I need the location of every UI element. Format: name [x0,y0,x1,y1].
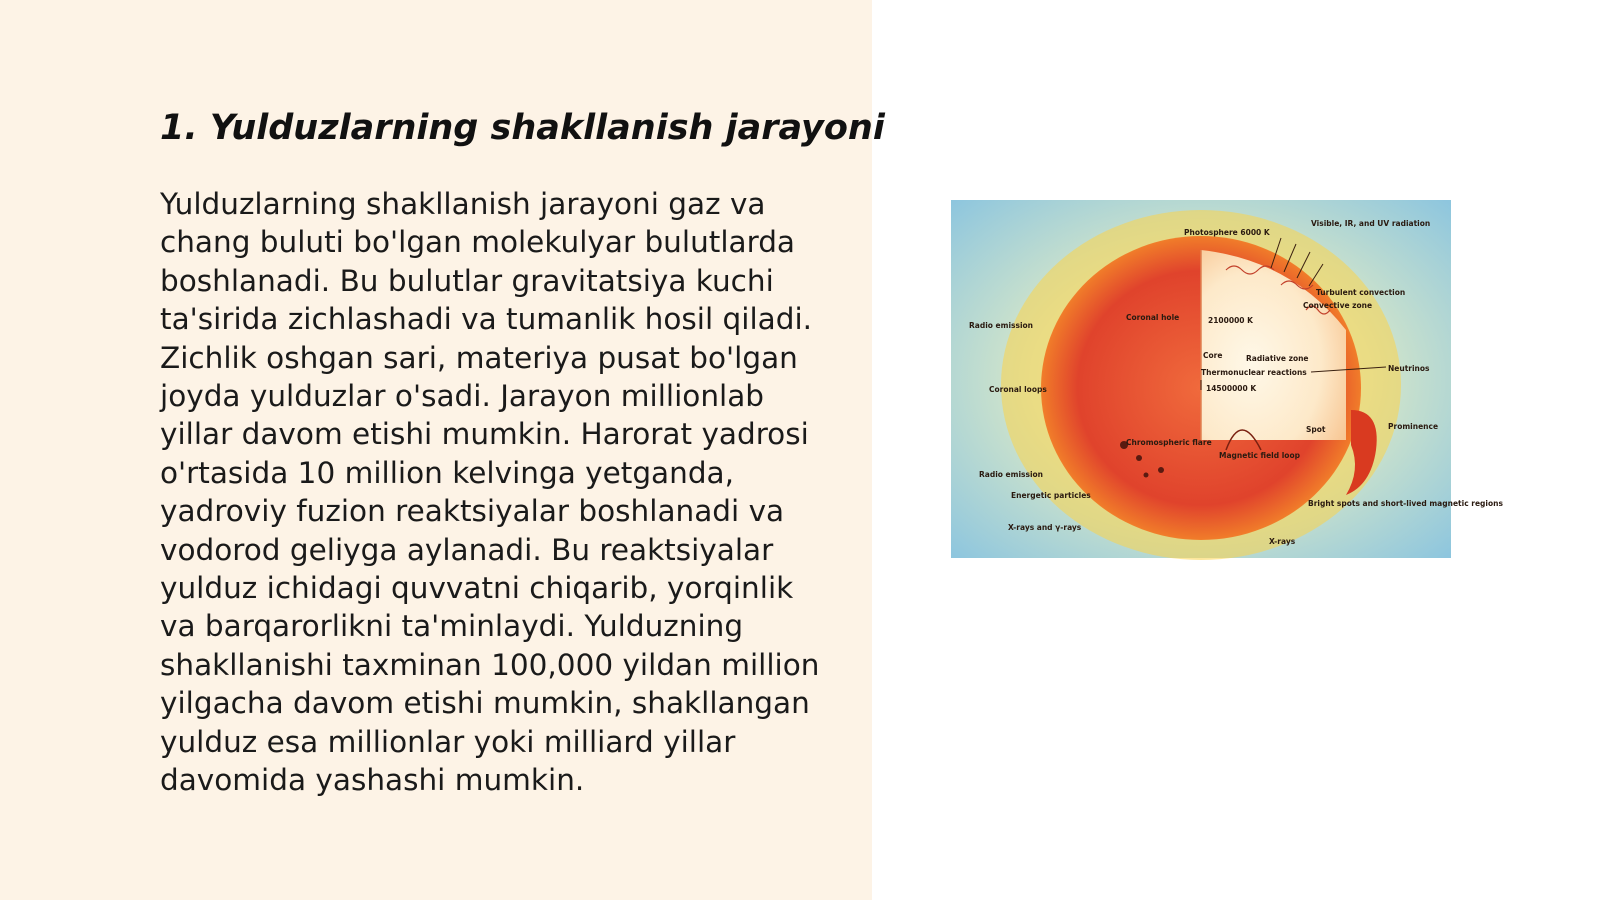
sun-diagram [951,200,1503,558]
label-prominence: Prominence [1388,422,1439,431]
label-temp-2m: 2100000 K [1208,316,1253,325]
label-radio-emission-2: Radio emission [979,470,1044,479]
body-line: shakllanishi taxminan 100,000 yildan million [160,647,820,682]
label-coronal-hole: Coronal hole [1126,313,1180,322]
label-xrays: X-rays [1269,537,1296,546]
body-line: ta'sirida zichlashadi va tumanlik hosil qiladi. [160,302,813,337]
body-line: yilgacha davom etishi mumkin, shakllangan [160,686,810,721]
label-bright-spots: Bright spots and short-lived magnetic regions [1308,499,1503,508]
label-convective: Convective zone [1303,301,1373,310]
body-line: yadroviy fuzion reaktsiyalar boshlanadi va [160,494,785,529]
label-xrays-gamma: X-rays and γ-rays [1008,523,1082,532]
body-line: yulduz esa millionlar yoki milliard yillar [160,724,736,759]
label-radiative: Radiative zone [1246,354,1309,363]
body-line: o'rtasida 10 million kelvinga yetganda, [160,455,734,490]
body-line: yulduz ichidagi quvvatni chiqarib, yorqinlik [160,571,794,606]
body-line: Yulduzlarning shakllanish jarayoni gaz va [160,187,766,221]
slide-body [160,185,860,800]
label-neutrinos: Neutrinos [1388,364,1430,373]
label-photosphere: Photosphere 6000 K [1184,228,1270,237]
label-energetic: Energetic particles [1011,491,1091,500]
label-radio-emission-1: Radio emission [969,321,1034,330]
label-visible-radiation: Visible, IR, and UV radiation [1311,219,1431,228]
sun-structure-illustration [951,200,1503,558]
label-coronal-loops: Coronal loops [989,385,1047,394]
label-turbulent: Turbulent convection [1316,288,1406,297]
label-chromospheric: Chromospheric flare [1126,438,1212,447]
label-core: Core [1203,351,1223,360]
slide-title: 1. Yulduzlarning shakllanish jarayoni [160,108,885,148]
label-temp-14m: 14500000 K [1206,384,1257,393]
body-line: davomida yashashi mumkin. [160,763,585,798]
body-line: boshlanadi. Bu bulutlar gravitatsiya kuchi [160,263,774,298]
label-thermonuclear: Thermonuclear reactions [1201,368,1307,377]
body-line: vodorod geliyga aylanadi. Bu reaktsiyalar [160,532,774,567]
body-line: Zichlik oshgan sari, materiya pusat bo'lgan [160,340,798,375]
label-spot: Spot [1306,425,1326,434]
label-magnetic-loop: Magnetic field loop [1219,451,1300,460]
body-line: va barqarorlikni ta'minlaydi. Yulduzning [160,609,744,644]
body-line: joyda yulduzlar o'sadi. Jarayon millionlab [160,379,765,414]
body-line: chang buluti bo'lgan molekulyar bulutlarda [160,225,796,260]
body-line: yillar davom etishi mumkin. Harorat yadrosi [160,417,809,452]
